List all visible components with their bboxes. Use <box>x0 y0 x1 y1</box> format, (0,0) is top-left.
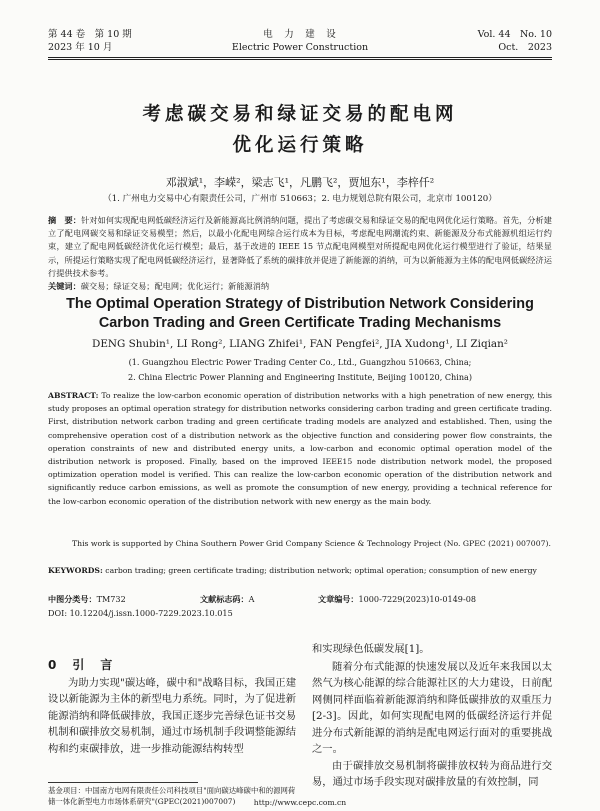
intro-right-paragraph-3: 由于碳排放交易机制将碳排放权转为商品进行交易，通过市场手段实现对碳排放量的有效控制，同 <box>312 760 552 789</box>
keywords-cn-label: 关键词： <box>48 281 81 291</box>
title-cn-line-2: 优化运行策略 <box>232 135 368 156</box>
date-en: Oct. 2023 <box>498 42 552 53</box>
intro-left-column: 为助力实现"碳达峰，碳中和"战略目标，我国正建设以新能源为主体的新型电力系统。同时，为了促进新能源消纳和降低碳排放，我国正逐步完善绿色证书交易机制和碳排放交易机制，通过市场机制手段调整能源结构和约束碳排放，进一步推动能源结构转型 <box>48 677 296 755</box>
abstract-en <box>48 389 552 535</box>
authors-cn: 邓淑斌¹，李嵘²，梁志飞¹，凡鹏飞²，贾旭东¹，李梓仟² <box>165 176 435 189</box>
abstract-en-label: ABSTRACT: <box>48 391 99 400</box>
keywords-cn <box>48 280 552 293</box>
journal-name-cn: 电 力 建 设 <box>263 29 337 40</box>
title-en-line-1: The Optimal Operation Strategy of Distribution Network Considering <box>66 296 534 312</box>
intro-right-paragraph-2: 随着分布式能源的快速发展以及近年来我国以太然气为核心能源的综合能源社区的大力建设，日前配网侧同样面临着新能源消纳和降低碳排放的双重压力[2-3]。因此，如何实现配电网的低碳经济运行并促进分布式新能源的消纳是配电网运行面对的重要挑战之一。 <box>312 661 552 756</box>
volume-issue-en: Vol. 44 No. 10 <box>477 29 552 40</box>
article-number: 文章编号：1000-7229(2023)10-0149-08 <box>318 594 476 604</box>
title-en-line-2: Carbon Trading and Green Certificate Trading Mechanisms <box>98 315 502 331</box>
abstract-en-text: To realize the low-carbon economic operation of distribution networks with a high penetration of new energy, this study proposes an optimal operation strategy for distribution networks considering carbon trading and green certificate trading. First, distribution network carbon trading and green certificate trading models are analyzed and established. Then, using the comprehensive operation cost of a distribution network as the objective function and considering power flow constraints, the operation constraints of new and distributed energy units, a low-carbon and economic optimal operation model of the distribution network is proposed. Finally, based on the improved IEEE15 node distribution network model, the proposed optimization operation model is verified. This can realize the low-carbon economic operation of the distribution network and significantly reduce carbon emissions, as well as promote the consumption of new energy, providing a technical reference for the low-carbon economic operation of the distribution network with new energy as the main body. <box>48 391 552 506</box>
keywords-en-label: KEYWORDS: <box>48 566 103 575</box>
document-code: 文献标志码：A <box>200 594 255 604</box>
footnote-rule <box>48 782 198 783</box>
affiliation-en-1: (1. Guangzhou Electric Power Trading Center Co., Ltd., Guangzhou 510663, China; <box>128 357 472 367</box>
funding-footnote-cn: 基金项目：中国南方电网有限责任公司科技项目"面向碳达峰碳中和的源网荷储一体化新型电力市场体系研究"(GPEC(2021)007007) <box>48 786 296 806</box>
title-cn-line-1: 考虑碳交易和绿证交易的配电网 <box>142 104 458 125</box>
intro-right-column-continuation: 和实现绿色低碳发展[1]。 <box>312 643 430 655</box>
header-rule-top <box>48 57 552 58</box>
funding-en: This work is supported by China Southern Power Grid Company Science & Technology Project (No. GPEC (2021) 007007). <box>72 539 551 548</box>
footer-url: http://www.cepc.com.cn <box>253 798 347 807</box>
keywords-cn-text: 碳交易；绿证交易；配电网；优化运行；新能源消纳 <box>80 281 270 291</box>
authors-en: DENG Shubin¹, LI Rong², LIANG Zhifei¹, FAN Pengfei², JIA Xudong¹, LI Ziqian² <box>92 338 508 350</box>
affiliation-cn: （1. 广州电力交易中心有限责任公司，广州市 510663；2. 电力规划总院有限公司，北京市 100120） <box>103 194 497 204</box>
header-rule-bottom <box>48 59 552 60</box>
clc-number: 中图分类号：TM732 <box>48 594 126 604</box>
volume-issue-cn: 第 44 卷 第 10 期 <box>48 29 132 40</box>
keywords-en-text: carbon trading; green certificate trading; distribution network; optimal operation; consumption of new energy <box>105 566 537 575</box>
doi: DOI: 10.12204/j.issn.1000-7229.2023.10.015 <box>48 608 233 618</box>
affiliation-en-2: 2. China Electric Power Planning and Engineering Institute, Beijing 100120, China) <box>127 372 473 382</box>
abstract-cn-text: 针对如何实现配电网低碳经济运行及新能源高比例消纳问题，提出了考虑碳交易和绿证交易的配电网优化运行策略。首先，分析建立了配电网碳交易和绿证交易模型；然后，以最小化配电网综合运行成本为目标，考虑配电网潮流约束、新能源及分布式能源机组运行约束，建立了配电网低碳经济优化运行模型；最后，基于改进的 IEEE 15 节点配电网模型对所提配电网优化运行模型进行了验证，结果显示，所提运行策略实现了配电网低碳经济运行，显著降低了系统的碳排放并促进了新能源的消纳，可为以新能源为主体的配电网低碳经济运行提供技术参考。 <box>48 215 552 278</box>
section-heading-introduction: 0 引 言 <box>48 658 115 672</box>
journal-name-en: Electric Power Construction <box>231 42 369 53</box>
abstract-cn-label: 摘 要： <box>48 215 82 225</box>
abstract-cn <box>48 214 552 280</box>
date-cn: 2023 年 10 月 <box>48 42 113 53</box>
keywords-en <box>48 564 552 577</box>
